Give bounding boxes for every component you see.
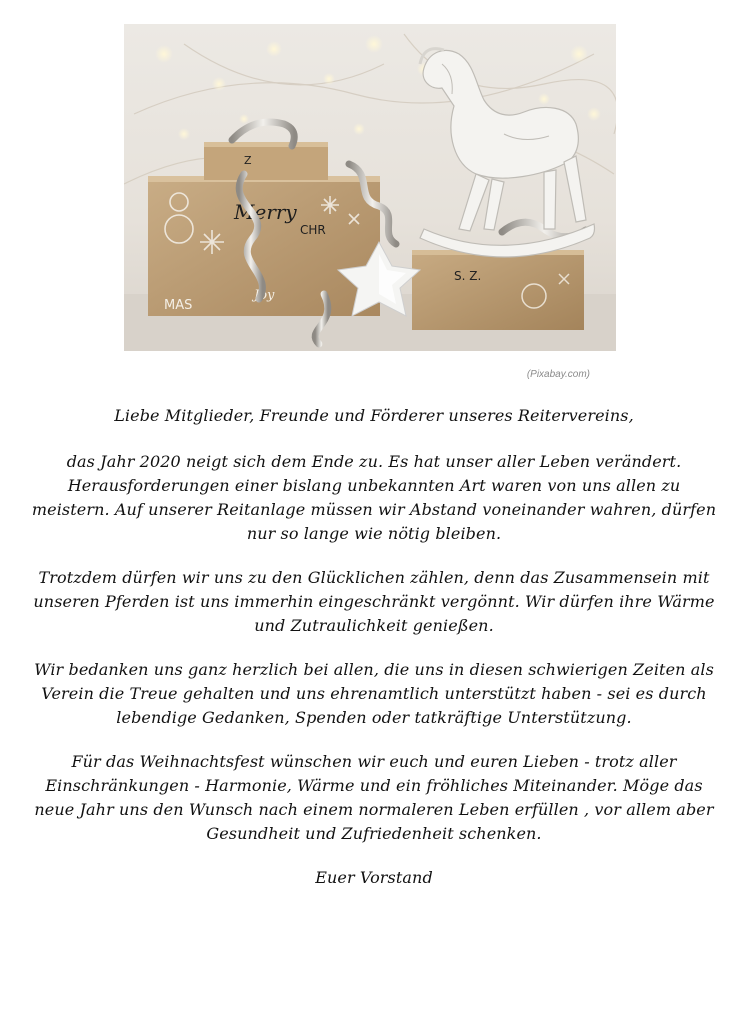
letter-paragraph-4: Für das Weihnachtsfest wünschen wir euch und euren Lieben - trotz aller Einschränkungen - Harmonie, Wärme und ein fröhliches Miteinander. Möge das neue Jahr uns den Wunsch nach einem normaleren Leben erfüllen , vor allem aber Gesundheit und Zufriedenheit schenken. <box>34 752 714 843</box>
letter-greeting: Liebe Mitglieder, Freunde und Förderer unseres Reitervereins, <box>114 406 634 425</box>
letter-paragraph-2: Trotzdem dürfen wir uns zu den Glücklichen zählen, denn das Zusammensein mit unseren Pferden ist uns immerhin eingeschränkt vergönnt. Wir dürfen ihre Wärme und Zutraulichkeit genießen. <box>33 568 715 635</box>
gift-wrap-text-chr: CHR <box>300 223 326 237</box>
gift-wrap-text-joy: Joy <box>254 288 275 303</box>
svg-text:Merry: Merry <box>234 200 297 224</box>
christmas-gifts-photo <box>124 24 616 351</box>
image-credit: (Pixabay.com) <box>526 369 590 380</box>
gift-wrap-text-sz: S. Z. <box>454 269 482 283</box>
letter-signature: Euer Vorstand <box>315 868 433 887</box>
letter-body <box>30 404 718 910</box>
gift-wrap-text-z: Z <box>244 154 252 167</box>
letter-paragraph-1: das Jahr 2020 neigt sich dem Ende zu. Es hat unser aller Leben verändert. Herausforderungen einer bislang unbekannten Art waren von uns allen zu meistern. Auf unserer Reitanlage müssen wir Abstand voneinander wahren, dürfen nur so lange wie nötig bleiben. <box>31 452 717 543</box>
gift-wrap-text-mas: MAS <box>164 298 193 313</box>
letter-paragraph-3: Wir bedanken uns ganz herzlich bei allen, die uns in diesen schwierigen Zeiten als Verein die Treue gehalten und uns ehrenamtlich unterstützt haben - sei es durch lebendige Gedanken, Spenden oder tatkräftige Unterstützung. <box>34 660 714 727</box>
